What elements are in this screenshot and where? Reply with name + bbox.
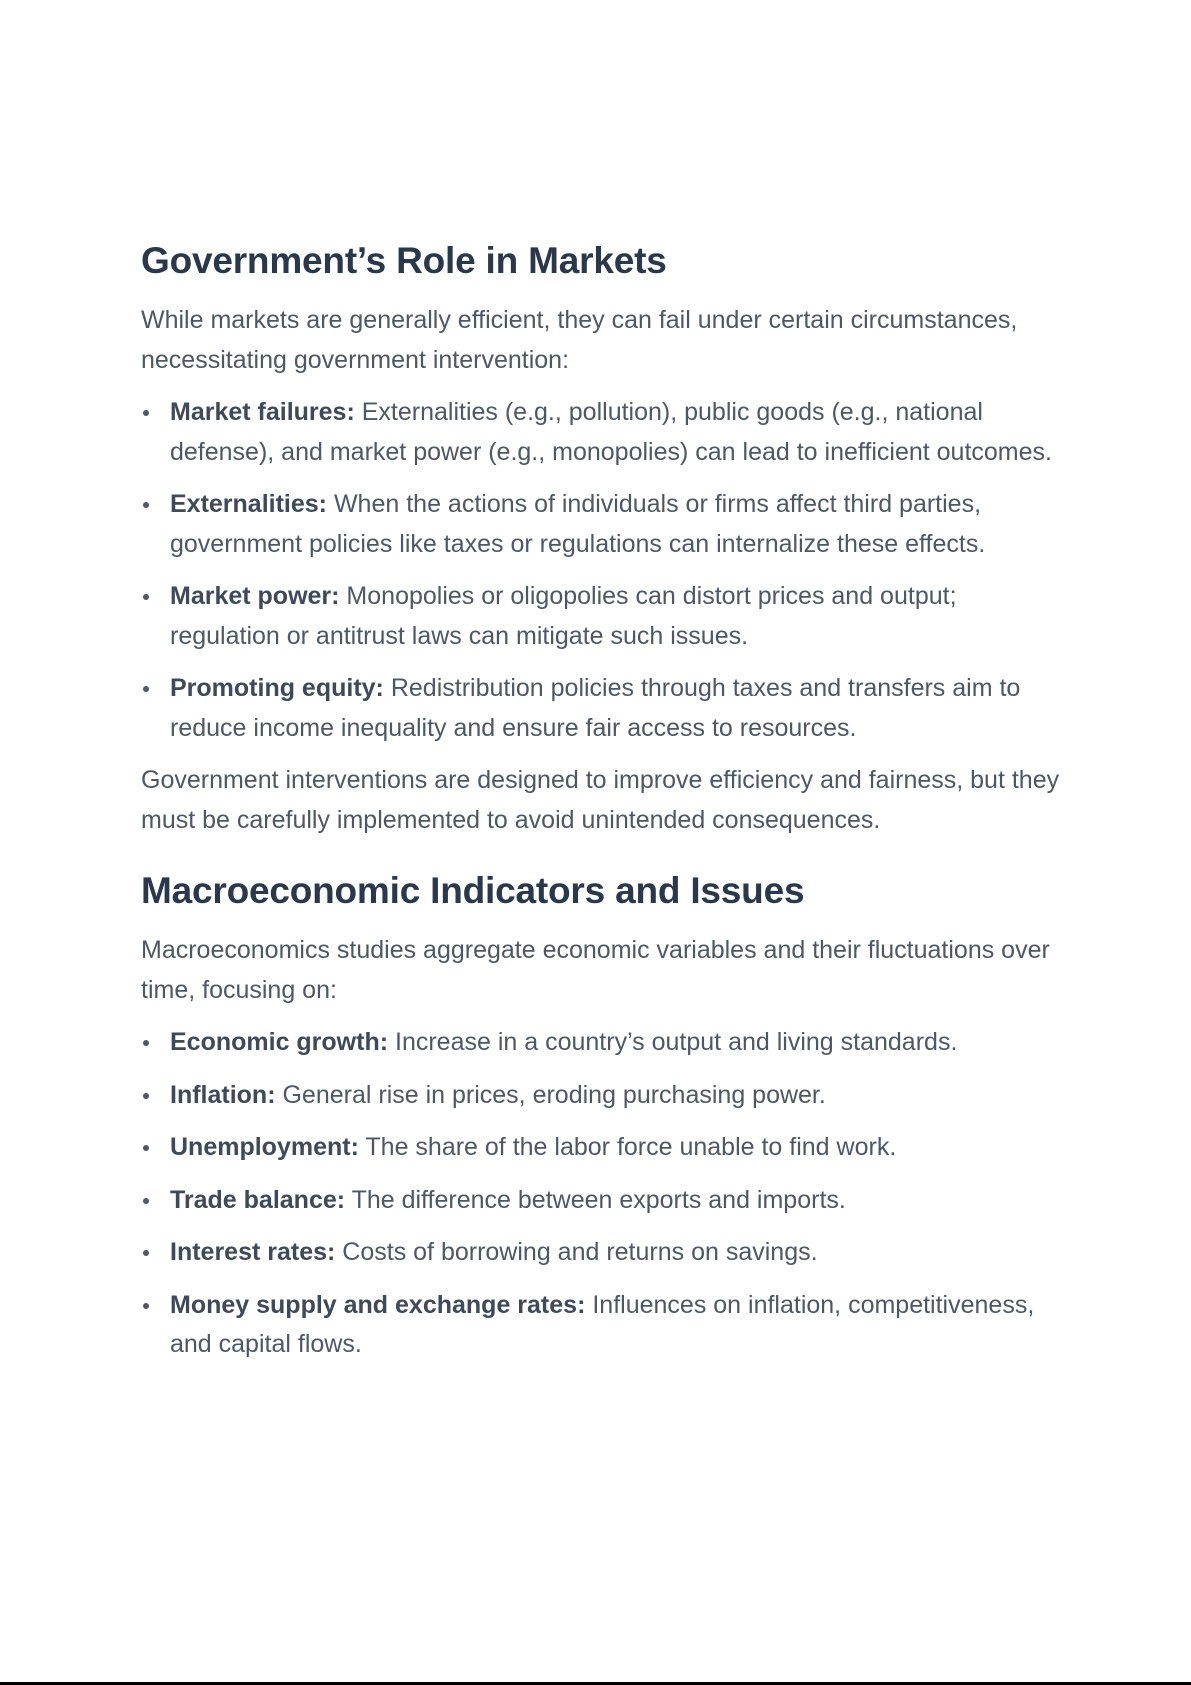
bullet-icon	[143, 410, 149, 416]
list-item-text: When the actions of individuals or firms affect third parties, government policies like taxes or regulations can internalize these effects.	[170, 490, 986, 558]
list-item-text: Externalities (e.g., pollution), public goods (e.g., national defense), and market power (e.g., monopolies) can lead to inefficient outcomes.	[170, 398, 1052, 466]
list-item-text: Costs of borrowing and returns on savings.	[335, 1238, 818, 1266]
list-item	[141, 485, 1061, 564]
bullet-icon	[143, 1145, 149, 1151]
document-page	[141, 238, 1061, 1378]
bullet-icon	[143, 1250, 149, 1256]
bullet-list-government-role	[141, 393, 1061, 748]
bullet-icon	[143, 1303, 149, 1309]
bullet-icon	[143, 502, 149, 508]
list-item-term: Inflation:	[170, 1080, 276, 1109]
list-item	[141, 669, 1061, 748]
list-item-text: Redistribution policies through taxes and transfers aim to reduce income inequality and ensure fair access to resources.	[170, 674, 1021, 742]
bullet-icon	[143, 686, 149, 692]
section-heading-government-role: Government’s Role in Markets	[141, 240, 667, 281]
section-heading-macroeconomic-indicators: Macroeconomic Indicators and Issues	[141, 870, 805, 911]
bullet-icon	[143, 1198, 149, 1204]
list-item-term: Economic growth:	[170, 1028, 389, 1056]
bullet-icon	[143, 1040, 149, 1046]
list-item	[141, 393, 1061, 472]
list-item-term: Promoting equity:	[170, 674, 384, 702]
list-item	[141, 577, 1061, 656]
list-item	[141, 1023, 1061, 1063]
list-item-term: Unemployment:	[170, 1133, 359, 1161]
bullet-list-macro-indicators	[141, 1023, 1061, 1365]
list-item-text: Increase in a country’s output and living standards.	[388, 1028, 958, 1056]
list-item	[141, 1286, 1061, 1365]
list-item-term: Externalities:	[170, 490, 328, 518]
list-item-text: Influences on inflation, competitiveness, and capital flows.	[170, 1290, 1035, 1358]
section-closing-paragraph: Government interventions are designed to improve efficiency and fairness, but they must be carefully implemented to avoid unintended consequences.	[141, 766, 1060, 834]
list-item	[141, 1128, 1061, 1168]
list-item-term: Market power:	[170, 582, 340, 610]
section-intro-paragraph: While markets are generally efficient, they can fail under certain circumstances, necessitating government intervention:	[141, 306, 1018, 374]
list-item-text: General rise in prices, eroding purchasing power.	[275, 1080, 826, 1109]
section-intro-paragraph: Macroeconomics studies aggregate economic variables and their fluctuations over time, focusing on:	[141, 936, 1050, 1004]
list-item-term: Market failures:	[170, 398, 355, 426]
list-item-text: The difference between exports and imports.	[345, 1185, 846, 1214]
list-item-term: Trade balance:	[170, 1185, 346, 1214]
list-item-text: The share of the labor force unable to find work.	[358, 1133, 897, 1161]
list-item	[141, 1181, 1061, 1221]
bullet-icon	[143, 594, 149, 600]
list-item-term: Interest rates:	[170, 1238, 336, 1266]
list-item	[141, 1233, 1061, 1273]
bullet-icon	[143, 1093, 149, 1099]
list-item-text: Monopolies or oligopolies can distort prices and output; regulation or antitrust laws can mitigate such issues.	[170, 582, 957, 650]
list-item	[141, 1076, 1061, 1116]
list-item-term: Money supply and exchange rates:	[170, 1290, 586, 1319]
